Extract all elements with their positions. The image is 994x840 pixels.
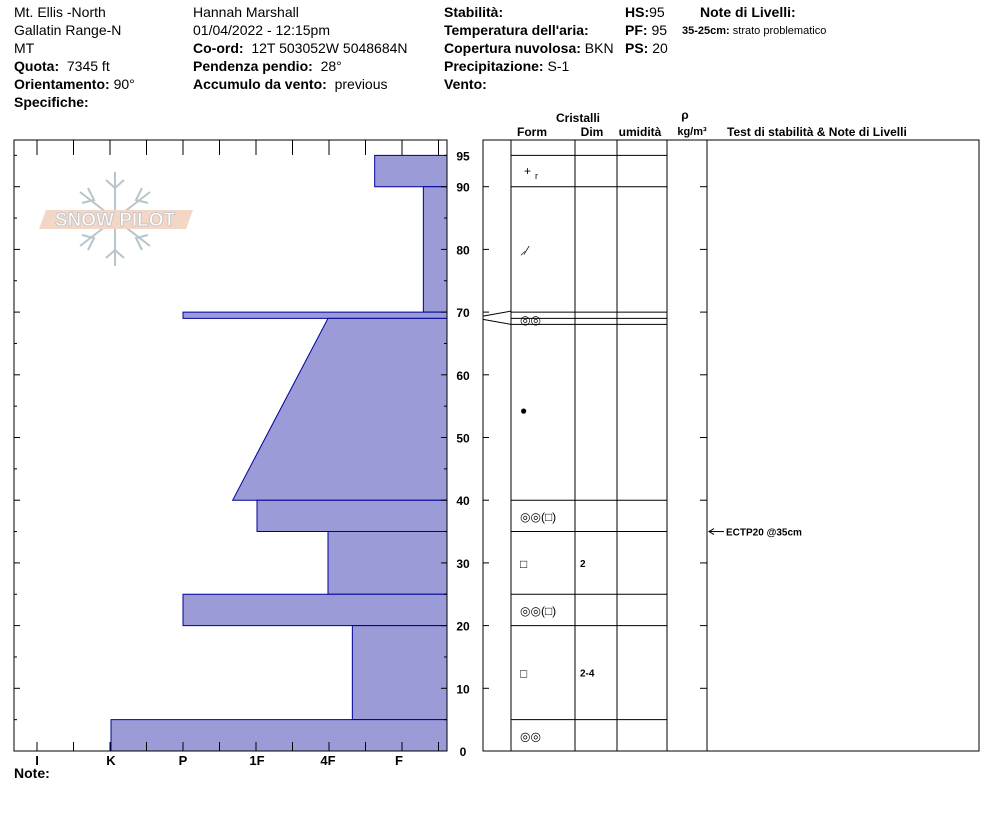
problem-layer-note: 35-25cm: strato problematico [682, 25, 827, 37]
depth-tick-label: 95 [456, 149, 470, 164]
hardness-bar [375, 155, 447, 186]
hardness-bar [328, 532, 447, 595]
location-line-2: Gallatin Range-N [14, 22, 122, 38]
rho-header: ρ [681, 108, 689, 122]
depth-tick-label: 60 [456, 368, 470, 383]
ps: PS: 20 [625, 40, 668, 56]
grain-form: ◎◎ [520, 313, 541, 328]
depth-tick-label: 30 [456, 556, 470, 571]
depth-tick-label: 20 [456, 619, 470, 634]
grain-modifier: r [535, 171, 538, 182]
depth-tick-label: 80 [456, 243, 470, 258]
depth-tick-label: 90 [456, 180, 470, 195]
pf: PF: 95 [625, 22, 668, 38]
specifics: Specifiche: [14, 94, 89, 110]
hardness-label: 4F [320, 753, 336, 768]
wind: Vento: [444, 76, 487, 92]
depth-tick-label: 50 [456, 431, 470, 446]
thin-layer-connector [483, 319, 511, 324]
density-header: kg/m³ [677, 126, 707, 138]
stability: Stabilità: [444, 4, 504, 20]
hardness-label: K [106, 753, 116, 768]
hardness-label: F [395, 753, 403, 768]
grain-form: □ [520, 666, 528, 681]
hardness-bar [183, 594, 447, 625]
hardness-label: I [35, 753, 39, 768]
layer-table-frame [483, 140, 979, 751]
grain-form: □ [520, 556, 528, 571]
tests-header: Test di stabilità & Note di Livelli [727, 125, 907, 139]
depth-tick-label: 0 [459, 745, 467, 759]
observer-name: Hannah Marshall [193, 4, 299, 20]
grain-form: ◎◎(□) [520, 509, 557, 524]
slope: Pendenza pendio: 28° [193, 58, 342, 74]
grain-form: ◎◎ [520, 729, 541, 744]
hs: HS:95 [625, 4, 665, 20]
stability-test-label: ECTP20 @35cm [726, 527, 802, 539]
precip-particle-icon: + [524, 164, 532, 179]
form-header: Form [517, 125, 547, 139]
snowpilot-logo [39, 172, 193, 266]
depth-tick-label: 40 [456, 494, 470, 509]
hardness-bar [352, 626, 447, 720]
grain-size: 2-4 [580, 668, 595, 680]
wind-loading: Accumulo da vento: previous [193, 76, 388, 92]
grain-size: 2 [580, 558, 586, 570]
air-temp: Temperatura dell'aria: [444, 22, 589, 38]
depth-tick-label: 10 [456, 682, 470, 697]
location-line-1: Mt. Ellis -North [14, 4, 106, 20]
note-label: Note: [14, 765, 50, 781]
hardness-bar [257, 500, 447, 531]
hardness-label: 1F [249, 753, 265, 768]
size-header: Dim [580, 125, 604, 139]
layer-notes-title: Note di Livelli: [700, 4, 796, 20]
grain-form: ● [520, 403, 528, 418]
cloud-cover: Copertura nuvolosa: BKN [444, 40, 614, 56]
aspect: Orientamento: 90° [14, 76, 135, 92]
hardness-bar [183, 312, 447, 318]
location-line-3: MT [14, 40, 35, 56]
elevation: Quota: 7345 ft [14, 58, 110, 74]
moisture-header: umidità [618, 125, 662, 139]
depth-tick-label: 70 [456, 306, 470, 321]
grain-form: ⸝⁄ [520, 243, 529, 258]
precipitation: Precipitazione: S-1 [444, 58, 570, 74]
hardness-label: P [178, 753, 188, 768]
crystals-header: Cristalli [555, 111, 601, 125]
svg-text:SNOW PILOT: SNOW PILOT [54, 210, 176, 231]
hardness-bar [233, 318, 447, 500]
obs-datetime: 01/04/2022 - 12:15pm [193, 22, 330, 38]
coordinates: Co-ord: 12T 503052W 5048684N [193, 40, 408, 56]
grain-form: ◎◎(□) [520, 603, 557, 618]
hardness-bar [111, 720, 447, 751]
